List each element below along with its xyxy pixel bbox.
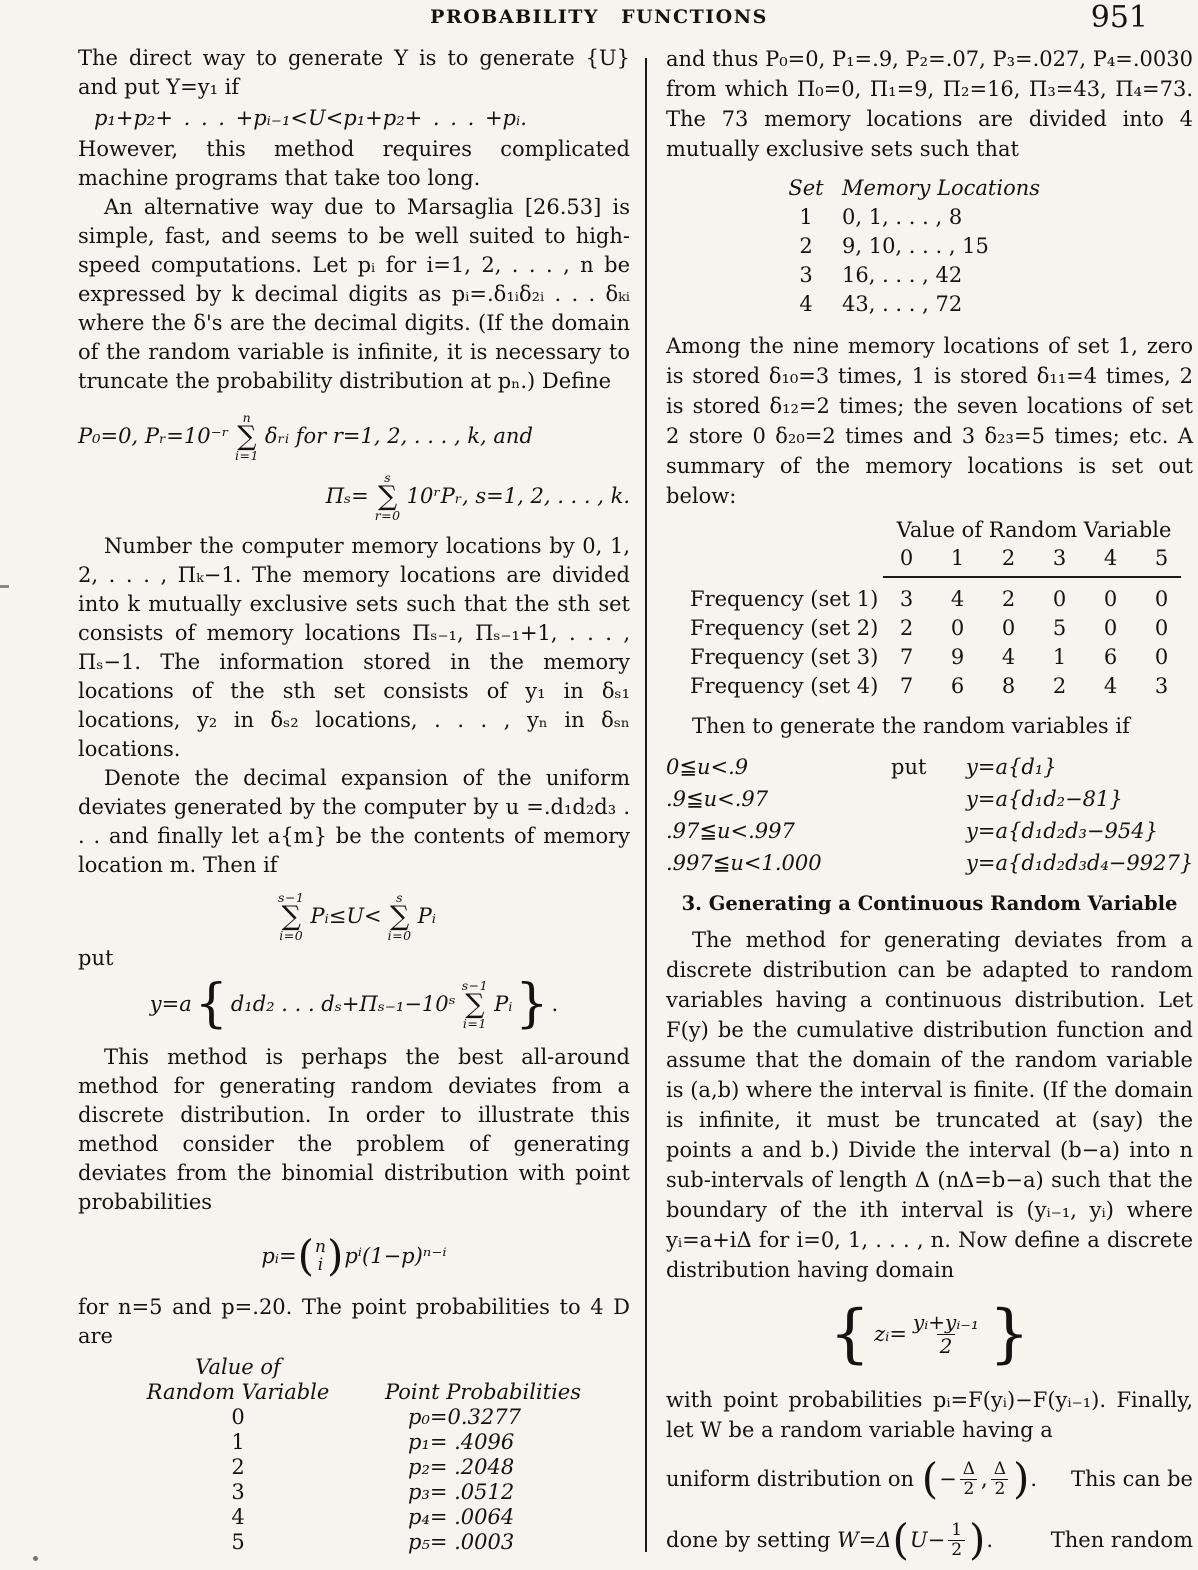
para-best-all-around: This method is perhaps the best all-around method for generating random deviates from a discrete distribution. In order to illustrate this method consider the problem of generating deviates from the binomial distribution with point probabilities	[78, 1045, 630, 1214]
fraction	[948, 1521, 965, 1560]
fraction-numerator: yᵢ+yᵢ₋₁	[912, 1309, 979, 1334]
frequency-col-header: 4	[1103, 546, 1118, 570]
column-divider-rule	[645, 58, 647, 1552]
memory-locations-cell: 16, . . . , 42	[842, 263, 963, 287]
sum-lower-limit: i=0	[279, 927, 304, 943]
sum-lower-limit: i=0	[387, 927, 412, 943]
formula-segment: pᵢ=	[261, 1243, 297, 1268]
right-column	[666, 44, 1193, 1567]
period: .	[1030, 1467, 1038, 1491]
condition-cell: .997≦u<1.000	[666, 851, 822, 875]
fraction	[960, 1460, 978, 1499]
frequency-value-cell: 7	[899, 645, 914, 669]
frequency-row-label: Frequency (set 1)	[690, 587, 879, 611]
fraction-numerator: Δ	[993, 1458, 1006, 1479]
summation	[388, 891, 412, 942]
put-cell	[891, 815, 966, 847]
para-marsaglia: An alternative way due to Marsaglia [26.53] is simple, fast, and seems to be well suited to high-speed computations. Let pᵢ for i=1, 2, . . . , n be expressed by k decimal digits as pᵢ=.δ₁ᵢδ₂ᵢ . . . δₖᵢ where the δ's are the decimal digits. (If the domain of the random variable is infinite, it is necessary to truncate the probability distribution at pₙ.) Define	[78, 195, 630, 393]
formula-segment: δᵣᵢ for r=1, 2, . . . , k, and	[264, 423, 533, 448]
para-continuous-method: The method for generating deviates from a discrete distribution can be adapted to random variables having a continuous distribution. Let F(y) be the cumulative distribution function and assume that the domain of the random variable is (a,b) where the interval is finite. (If the domain is infinite, it must be truncated at (say) the points a and b.) Divide the interval (b−a) into n sub-intervals of length Δ (nΔ=b−a) such that the boundary of the ith interval is (yᵢ₋₁, yᵢ) where yᵢ=a+iΔ for i=0, 1, . . . , n. Now define a discrete distribution having domain	[666, 928, 1193, 1282]
sum-upper-limit: s−1	[278, 889, 305, 905]
binomial-upper: n	[315, 1237, 326, 1257]
formula-segment: y=a	[149, 991, 192, 1016]
para-among-nine: Among the nine memory locations of set 1, zero is stored δ₁₀=3 times, 1 is stored δ₁₁=4 times, 2 is stored δ₁₂=2 times; the seven locations of set 2 store 0 δ₂₀=2 times and 3 δ₂₃=5 times; etc. A summary of the memory locations is set out below:	[666, 334, 1193, 508]
left-column	[78, 44, 630, 1555]
frequency-col-header: 3	[1052, 546, 1067, 570]
prob-value-cell: 2	[231, 1455, 245, 1479]
memory-locations-cell: 43, . . . , 72	[842, 292, 963, 316]
sigma-icon: ∑	[378, 480, 398, 512]
condition-cell: .97≦u<.997	[666, 819, 795, 843]
display-formula-P-definition	[78, 408, 630, 464]
para-n5-p20: for n=5 and p=.20. The point probabilities to 4 D are	[78, 1295, 630, 1348]
prob-table-header-probs	[338, 1355, 628, 1405]
formula-cell: y=a{d₁}	[966, 755, 1057, 779]
sum-lower-limit: i=1	[234, 447, 259, 463]
frequency-value-cell: 4	[1103, 674, 1118, 698]
sigma-icon: ∑	[237, 420, 257, 452]
fraction-numerator: 1	[951, 1519, 963, 1540]
page-number: 951	[1090, 0, 1148, 35]
prob-prob-cell: p₂= .2048	[408, 1455, 515, 1479]
put-cell	[891, 783, 966, 815]
sum-lower-limit: i=1	[462, 1015, 487, 1031]
line-setting-w	[666, 1513, 1193, 1567]
rbrace-icon: }	[515, 974, 549, 1034]
formula-cell: y=a{d₁d₂d₃−954}	[966, 819, 1158, 843]
text-segment: done by setting	[666, 1528, 838, 1552]
frequency-table	[666, 517, 1193, 701]
frequency-value-cell: 5	[1052, 616, 1067, 640]
point-probabilities-table	[138, 1355, 630, 1555]
generation-rules-table	[666, 751, 1193, 879]
rparen-icon: )	[969, 1515, 986, 1564]
line-uniform-distribution	[666, 1451, 1193, 1507]
rbrace-icon: }	[988, 1297, 1030, 1371]
formula-cumulative-inequality: p₁+p₂+ . . . +pᵢ₋₁<U<p₁+p₂+ . . . +pᵢ.	[94, 106, 527, 130]
prob-prob-cell: p₀=0.3277	[408, 1405, 521, 1429]
formula-cell: y=a{d₁d₂d₃d₄−9927}	[966, 851, 1194, 875]
para-number-memory: Number the computer memory locations by 0, 1, 2, . . . , Πₖ−1. The memory locations are divided into k mutually exclusive sets such that the sth set consists of memory locations Πₛ₋₁, Πₛ₋₁+1, . . . , Πₛ−1. The information stored in the memory locations of the sth set consists of y₁ in δₛ₁ locations, y₂ in δₛ₂ locations, . . . , yₙ in δₛₙ locations.	[78, 534, 630, 761]
text-segment: This can be	[1070, 1467, 1193, 1491]
prob-value-cell: 4	[231, 1505, 245, 1529]
lparen-icon: (	[892, 1515, 909, 1564]
rparen-icon: )	[326, 1231, 344, 1280]
formula-segment: P₀=0, Pᵣ=10⁻ʳ	[78, 423, 229, 448]
frequency-value-cell: 4	[1001, 645, 1016, 669]
formula-segment: pⁱ(1−p)ⁿ⁻ⁱ	[344, 1243, 447, 1268]
sum-upper-limit: n	[242, 409, 252, 425]
para-then-generate: Then to generate the random variables if	[692, 714, 1130, 738]
memory-locations-cell: 9, 10, . . . , 15	[842, 234, 989, 258]
frequency-value-cell: 7	[899, 674, 914, 698]
display-formula-y-generation	[78, 973, 630, 1035]
frequency-value-cell: 1	[1052, 645, 1067, 669]
display-formula-binomial	[78, 1227, 630, 1285]
lparen-icon: (	[297, 1231, 315, 1280]
formula-cell: y=a{d₁d₂−81}	[966, 787, 1123, 811]
scan-artifact-dot	[33, 1556, 38, 1561]
sigma-icon: ∑	[465, 988, 485, 1020]
para-direct-way: The direct way to generate Y is to generate {U} and put Y=y₁ if	[78, 46, 630, 99]
sum-upper-limit: s	[396, 889, 404, 905]
prob-value-cell: 3	[231, 1480, 245, 1504]
prob-value-cell: 1	[231, 1430, 245, 1454]
prob-header-line1: Value of	[195, 1355, 281, 1379]
frequency-value-cell: 3	[1154, 674, 1169, 698]
formula-segment: 10ʳPᵣ, s=1, 2, . . . , k.	[406, 483, 630, 508]
running-head: PROBABILITY FUNCTIONS	[430, 6, 768, 28]
frequency-col-header: 0	[899, 546, 914, 570]
frequency-value-cell: 2	[899, 616, 914, 640]
scan-artifact-tick	[0, 585, 9, 588]
para-however: However, this method requires complicated machine programs that take too long.	[78, 137, 630, 190]
period: .	[986, 1528, 994, 1552]
minus-sign: −	[939, 1467, 957, 1491]
frequency-value-cell: 0	[1154, 616, 1169, 640]
lbrace-icon: {	[194, 974, 228, 1034]
formula-segment: zᵢ=	[874, 1322, 907, 1346]
condition-cell: 0≦u<.9	[666, 755, 749, 779]
frequency-col-header: 5	[1154, 546, 1169, 570]
prob-prob-cell: p₃= .0512	[408, 1480, 515, 1504]
rparen-icon: )	[1013, 1454, 1030, 1503]
put-cell	[891, 847, 966, 879]
set-memory-table	[776, 174, 1193, 319]
binomial-coefficient	[315, 1238, 326, 1274]
sum-upper-limit: s−1	[461, 977, 489, 993]
frequency-value-cell: 0	[1154, 587, 1169, 611]
frequency-header-rule	[883, 576, 1181, 578]
frequency-value-cell: 3	[899, 587, 914, 611]
binomial-lower: i	[317, 1255, 324, 1275]
summation	[462, 979, 488, 1030]
sum-upper-limit: s	[384, 469, 392, 485]
frequency-value-cell: 8	[1001, 674, 1016, 698]
fraction-denominator: 2	[960, 1479, 977, 1499]
text-segment: uniform distribution on	[666, 1467, 921, 1491]
frequency-value-cell: 0	[950, 616, 965, 640]
frequency-value-cell: 4	[950, 587, 965, 611]
prob-value-cell: 0	[231, 1405, 245, 1429]
frequency-value-cell: 0	[1001, 616, 1016, 640]
set-number-cell: 1	[799, 205, 813, 229]
text-segment: Then random	[1050, 1528, 1193, 1552]
frequency-value-cell: 0	[1103, 587, 1118, 611]
set-number-cell: 4	[799, 292, 813, 316]
frequency-value-cell: 0	[1103, 616, 1118, 640]
summation	[235, 411, 259, 462]
formula-segment: W=Δ	[837, 1528, 892, 1552]
prob-prob-cell: p₅= .0003	[408, 1530, 515, 1554]
sigma-icon: ∑	[281, 900, 301, 932]
set-table-header-locations: Memory Locations	[842, 176, 1041, 200]
uniform-expression	[666, 1454, 1038, 1503]
prob-prob-cell: p₁= .4096	[408, 1430, 515, 1454]
formula-segment: Πₛ=	[325, 483, 369, 508]
prob-table-header-value	[138, 1355, 338, 1405]
frequency-value-cell: 9	[950, 645, 965, 669]
summation	[375, 471, 401, 522]
set-number-cell: 3	[799, 263, 813, 287]
put-label: put	[78, 946, 114, 970]
fraction-denominator: 2	[937, 1334, 956, 1358]
prob-header-line2: Random Variable	[146, 1380, 330, 1404]
frequency-table-grid	[666, 544, 1193, 701]
section-heading: 3. Generating a Continuous Random Variable	[681, 892, 1178, 915]
prob-value-cell: 5	[231, 1530, 245, 1554]
frequency-row-label: Frequency (set 4)	[690, 674, 879, 698]
set-number-cell: 2	[799, 234, 813, 258]
para-with-point-probs: with point probabilities pᵢ=F(yᵢ)−F(yᵢ₋₁). Finally, let W be a random variable having a	[666, 1388, 1193, 1442]
memory-locations-cell: 0, 1, . . . , 8	[842, 205, 963, 229]
formula-segment: U−	[909, 1528, 946, 1552]
set-table-header-set: Set	[788, 176, 824, 200]
frequency-value-cell: 2	[1052, 674, 1067, 698]
frequency-row-label: Frequency (set 2)	[690, 616, 879, 640]
frequency-row-label: Frequency (set 3)	[690, 645, 879, 669]
summation	[278, 891, 304, 942]
display-formula-sum-inequality	[78, 888, 630, 944]
formula-period: .	[551, 991, 559, 1016]
condition-cell: .9≦u<.97	[666, 787, 769, 811]
para-denote-decimal: Denote the decimal expansion of the uniform deviates generated by the computer by u =.d₁d₂d₃ . . . and finally let a{m} be the contents of memory location m. Then if	[78, 766, 630, 877]
w-expression	[666, 1515, 994, 1564]
frequency-table-title: Value of Random Variable	[896, 518, 1172, 542]
frequency-value-cell: 0	[1154, 645, 1169, 669]
put-cell: put	[891, 755, 927, 779]
frequency-col-header: 2	[1001, 546, 1016, 570]
comma: ,	[981, 1467, 988, 1491]
frequency-value-cell: 0	[1052, 587, 1067, 611]
lbrace-icon: {	[829, 1297, 871, 1371]
lparen-icon: (	[921, 1454, 939, 1503]
prob-header-label: Point Probabilities	[384, 1380, 581, 1404]
frequency-col-header: 1	[950, 546, 965, 570]
fraction	[910, 1311, 982, 1358]
formula-segment: Pᵢ	[417, 903, 436, 928]
frequency-value-cell: 6	[1103, 645, 1118, 669]
frequency-value-cell: 6	[950, 674, 965, 698]
fraction-numerator: Δ	[962, 1458, 976, 1479]
fraction	[991, 1460, 1009, 1499]
frequency-corner-cell	[666, 544, 881, 573]
fraction-denominator: 2	[948, 1540, 965, 1560]
formula-segment: d₁d₂ . . . dₛ+Πₛ₋₁−10ˢ	[230, 991, 456, 1016]
formula-segment: Pᵢ≤U<	[310, 903, 382, 928]
fraction-denominator: 2	[991, 1479, 1008, 1499]
frequency-value-cell: 2	[1001, 587, 1016, 611]
para-and-thus: and thus P₀=0, P₁=.9, P₂=.07, P₃=.027, P₄=.0030 from which Π₀=0, Π₁=9, Π₂=16, Π₃=43, Π₄=73. The 73 memory locations are divided into 4 mutually exclusive sets such that	[666, 47, 1193, 161]
formula-segment: Pᵢ	[494, 991, 513, 1016]
display-formula-z-domain	[666, 1293, 1193, 1375]
sum-lower-limit: r=0	[374, 507, 401, 523]
display-formula-Pi-definition	[78, 468, 630, 524]
prob-prob-cell: p₄= .0064	[408, 1505, 515, 1529]
sigma-icon: ∑	[389, 900, 410, 932]
